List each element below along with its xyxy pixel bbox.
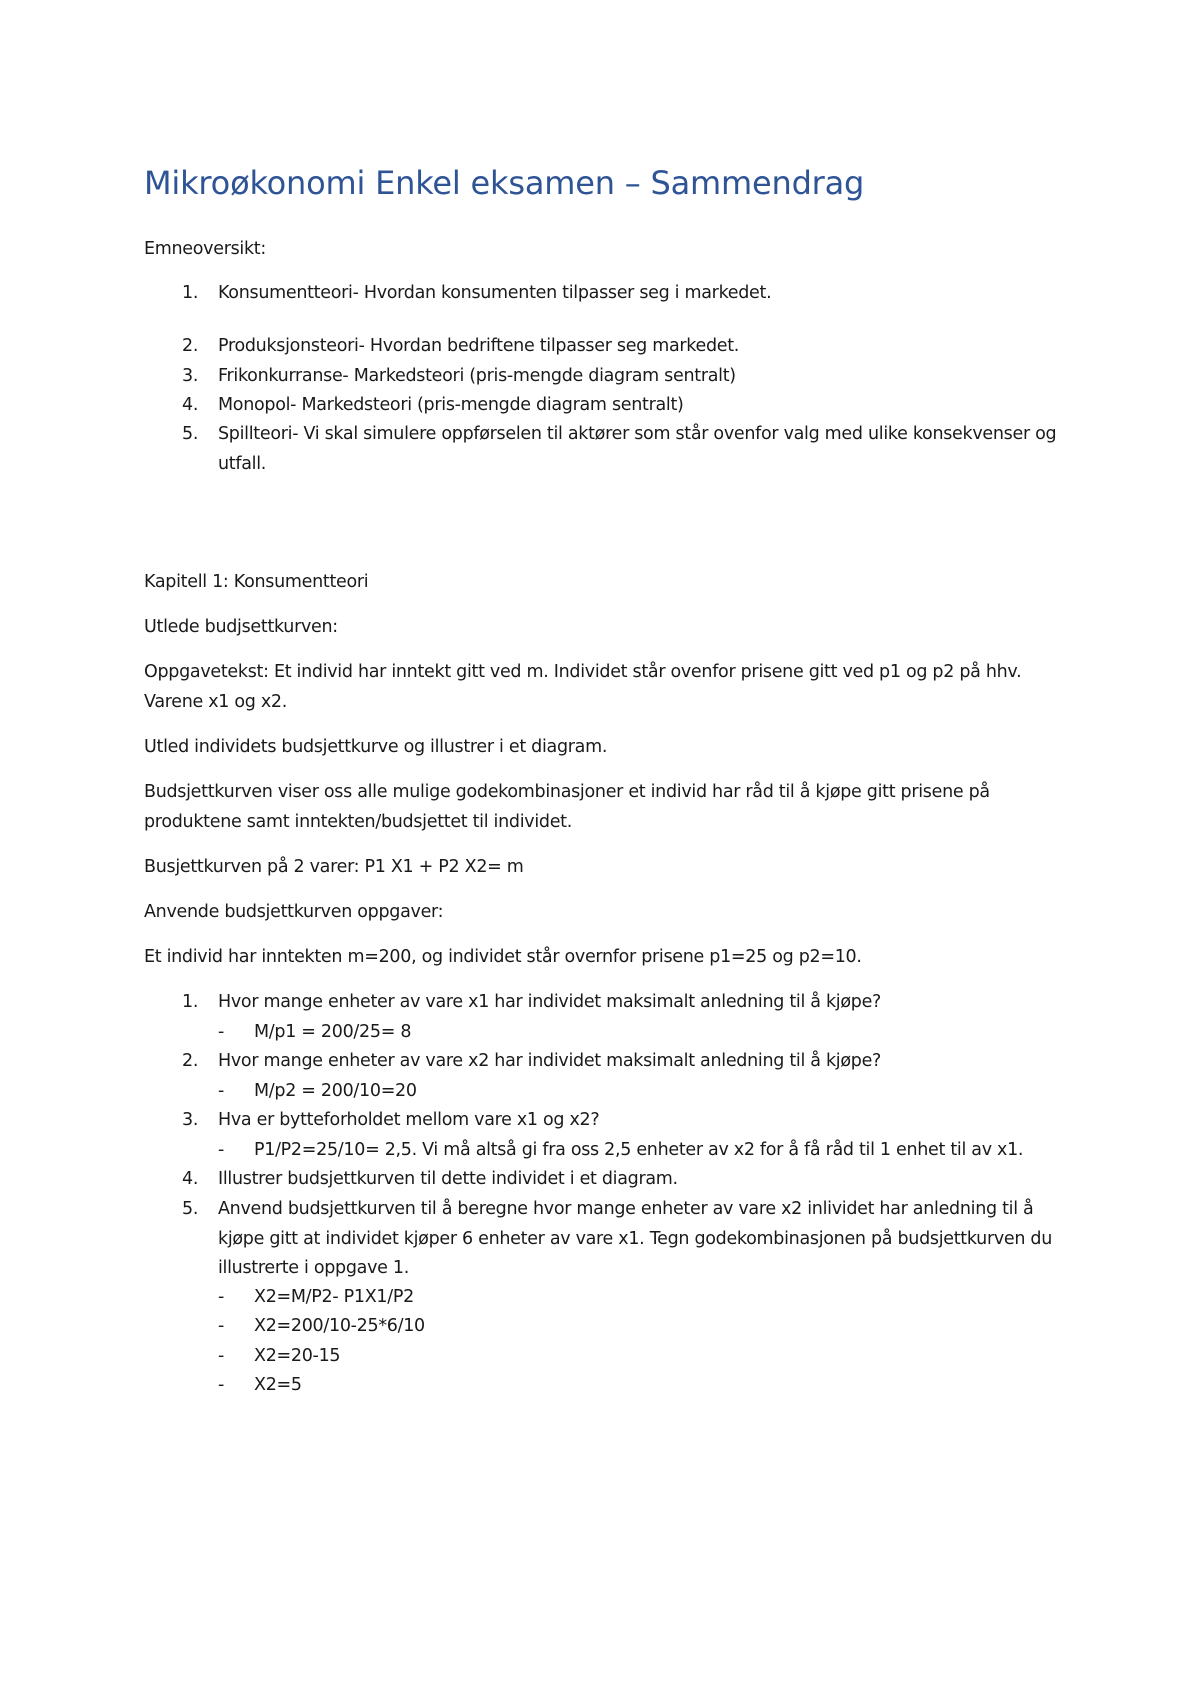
list-number: 2. (182, 336, 199, 356)
budget-explanation: Budsjettkurven viser oss alle mulige godekombinasjoner et individ har råd til å kjøpe gitt prisene på produktene samt inntekten/budsjettet til individet. (144, 782, 990, 832)
dash-bullet: - (218, 1287, 225, 1307)
list-text: Produksjonsteori- Hvordan bedriftene tilpasser seg markedet. (218, 336, 740, 356)
derive-instruction: Utled individets budsjettkurve og illustrer i et diagram. (144, 737, 608, 757)
answer-text: M/p1 = 200/25= 8 (254, 1022, 412, 1042)
list-number: 4. (182, 395, 199, 415)
task-number: 4. (182, 1169, 199, 1189)
page-title: Mikroøkonomi Enkel eksamen – Sammendrag (144, 164, 865, 202)
dash-bullet: - (218, 1081, 225, 1101)
dash-bullet: - (218, 1346, 225, 1366)
answer-text: X2=20-15 (254, 1346, 341, 1366)
list-text: Konsumentteori- Hvordan konsumenten tilpasser seg i markedet. (218, 283, 772, 303)
dash-bullet: - (218, 1022, 225, 1042)
task-text: Hvor mange enheter av vare x1 har individet maksimalt anledning til å kjøpe? (218, 992, 882, 1012)
dash-bullet: - (218, 1140, 225, 1160)
task-number: 2. (182, 1051, 199, 1071)
task-text: Hva er bytteforholdet mellom vare x1 og x2? (218, 1110, 600, 1130)
list-text: Spillteori- Vi skal simulere oppførselen til aktører som står ovenfor valg med ulike konsekvenser og utfall. (218, 424, 1057, 474)
derive-heading: Utlede budjsettkurven: (144, 617, 338, 637)
budget-formula: Busjettkurven på 2 varer: P1 X1 + P2 X2= m (144, 857, 524, 877)
task-number: 3. (182, 1110, 199, 1130)
list-number: 1. (182, 283, 199, 303)
apply-intro: Et individ har inntekten m=200, og individet står overnfor prisene p1=25 og p2=10. (144, 947, 862, 967)
answer-text: P1/P2=25/10= 2,5. Vi må altså gi fra oss 2,5 enheter av x2 for å få råd til 1 enhet til av x1. (254, 1140, 1024, 1160)
task-number: 5. (182, 1199, 199, 1219)
task-text: Hvor mange enheter av vare x2 har individet maksimalt anledning til å kjøpe? (218, 1051, 882, 1071)
list-text: Frikonkurranse- Markedsteori (pris-mengde diagram sentralt) (218, 366, 736, 386)
answer-text: X2=M/P2- P1X1/P2 (254, 1287, 414, 1307)
overview-label: Emneoversikt: (144, 239, 266, 259)
dash-bullet: - (218, 1375, 225, 1395)
answer-text: X2=200/10-25*6/10 (254, 1316, 425, 1336)
list-text: Monopol- Markedsteori (pris-mengde diagram sentralt) (218, 395, 684, 415)
task-text: Anvend budsjettkurven til å beregne hvor mange enheter av vare x2 inlividet har anledning til å kjøpe gitt at individet kjøper 6 enheter av vare x1. Tegn godekombinasjonen på budsjettkurven du illustrerte i oppgave 1. (218, 1199, 1053, 1278)
list-number: 5. (182, 424, 199, 444)
chapter-heading: Kapitell 1: Konsumentteori (144, 572, 369, 592)
task-text: Illustrer budsjettkurven til dette individet i et diagram. (218, 1169, 678, 1189)
answer-text: X2=5 (254, 1375, 302, 1395)
task-text: Oppgavetekst: Et individ har inntekt gitt ved m. Individet står ovenfor prisene gitt ved p1 og p2 på hhv. Varene x1 og x2. (144, 662, 1022, 712)
task-number: 1. (182, 992, 199, 1012)
apply-heading: Anvende budsjettkurven oppgaver: (144, 902, 444, 922)
answer-text: M/p2 = 200/10=20 (254, 1081, 417, 1101)
list-number: 3. (182, 366, 199, 386)
dash-bullet: - (218, 1316, 225, 1336)
